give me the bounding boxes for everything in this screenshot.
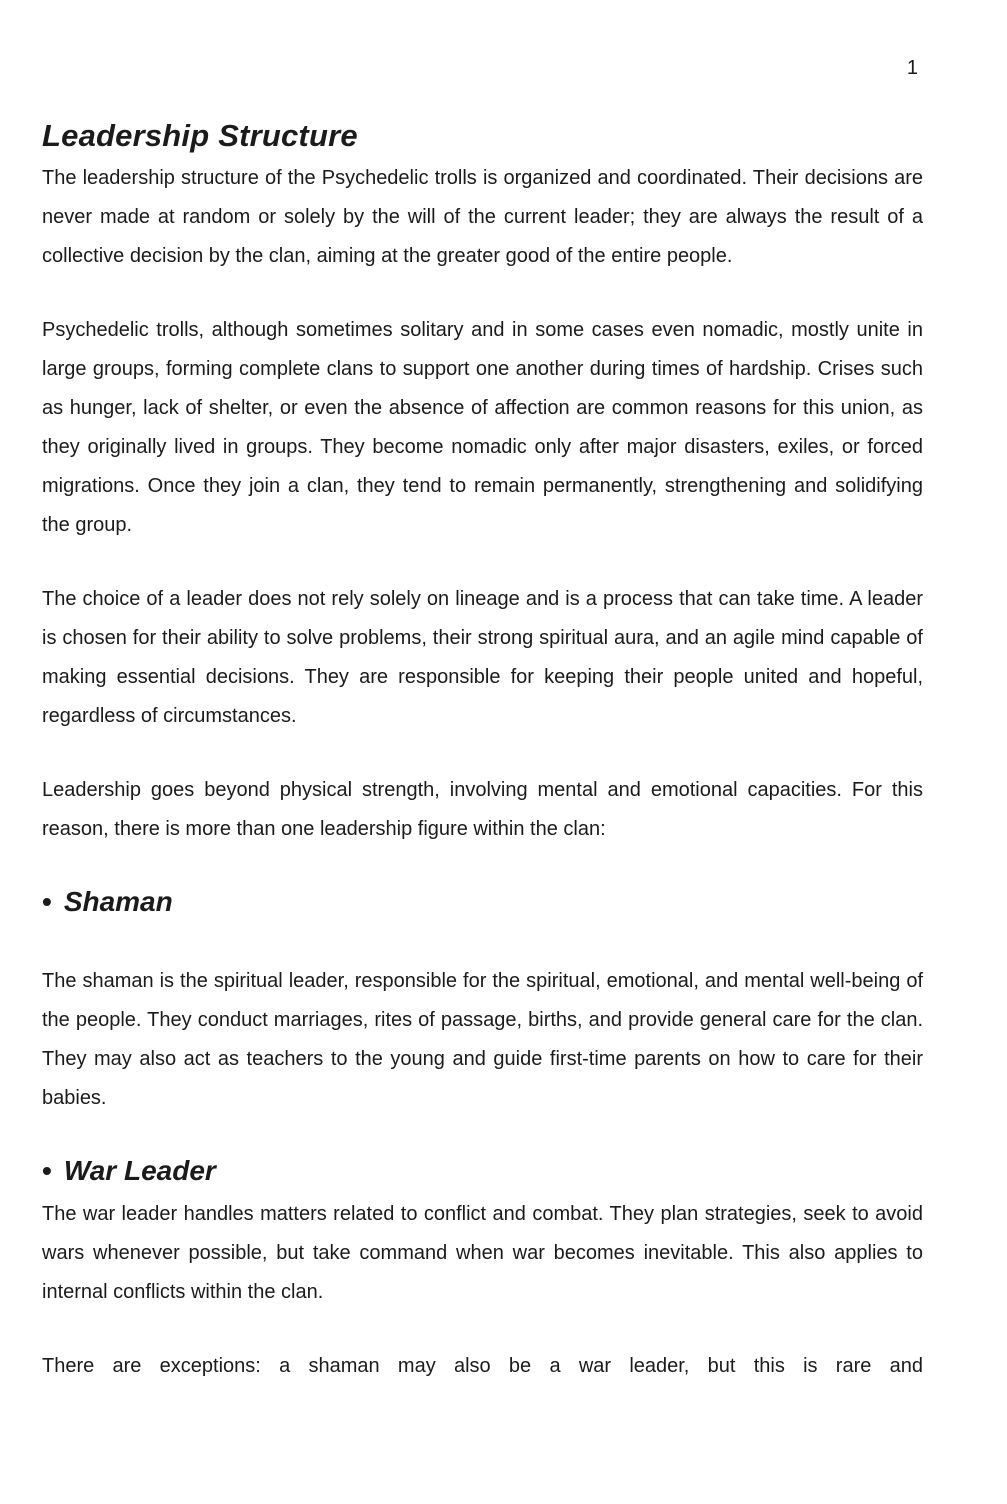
intro-paragraph-4: Leadership goes beyond physical strength, involving mental and emotional capacities. For this reason, there is more than one leadership figure within the clan:: [42, 779, 923, 840]
shaman-paragraph: The shaman is the spiritual leader, responsible for the spiritual, emotional, and mental well-being of the people. They conduct marriages, rites of passage, births, and provide general care for the clan. They may also act as teachers to the young and guide first-time parents on how to care for their babies.: [42, 970, 923, 1109]
intro-paragraph-2: Psychedelic trolls, although sometimes solitary and in some cases even nomadic, mostly unite in large groups, forming complete clans to support one another during times of hardship. Crises such as hunger, lack of shelter, or even the absence of affection are common reasons for this union, as they originally lived in groups. They become nomadic only after major disasters, exiles, or forced migrations. Once they join a clan, they tend to remain permanently, strengthening and solidifying the group.: [42, 319, 923, 536]
section-title-shaman: Shaman: [63, 886, 173, 917]
intro-paragraph-3: The choice of a leader does not rely solely on lineage and is a process that can take time. A leader is chosen for their ability to solve problems, their strong spiritual aura, and an agile mind capable of making essential decisions. They are responsible for keeping their people united and hopeful, regardless of circumstances.: [42, 588, 923, 727]
section-title-war-leader: War Leader: [63, 1155, 216, 1186]
war-leader-continuation-paragraph: There are exceptions: a shaman may also be a war leader, but this is rare and: [42, 1355, 923, 1377]
bullet-glyph: •: [42, 886, 52, 917]
intro-paragraph-1: The leadership structure of the Psychedelic trolls is organized and coordinated. Their decisions are never made at random or solely by the will of the current leader; they are always the result of a collective decision by the clan, aiming at the greater good of the entire people.: [42, 167, 923, 267]
section-heading-shaman: [42, 884, 923, 920]
bullet-glyph: •: [42, 1155, 52, 1186]
page-number: 1: [906, 57, 918, 79]
document-title: Leadership Structure: [42, 118, 358, 153]
war-leader-paragraph: The war leader handles matters related to conflict and combat. They plan strategies, seek to avoid wars whenever possible, but take command when war becomes inevitable. This also applies to internal conflicts within the clan.: [42, 1203, 923, 1303]
section-heading-war-leader: [42, 1153, 923, 1189]
